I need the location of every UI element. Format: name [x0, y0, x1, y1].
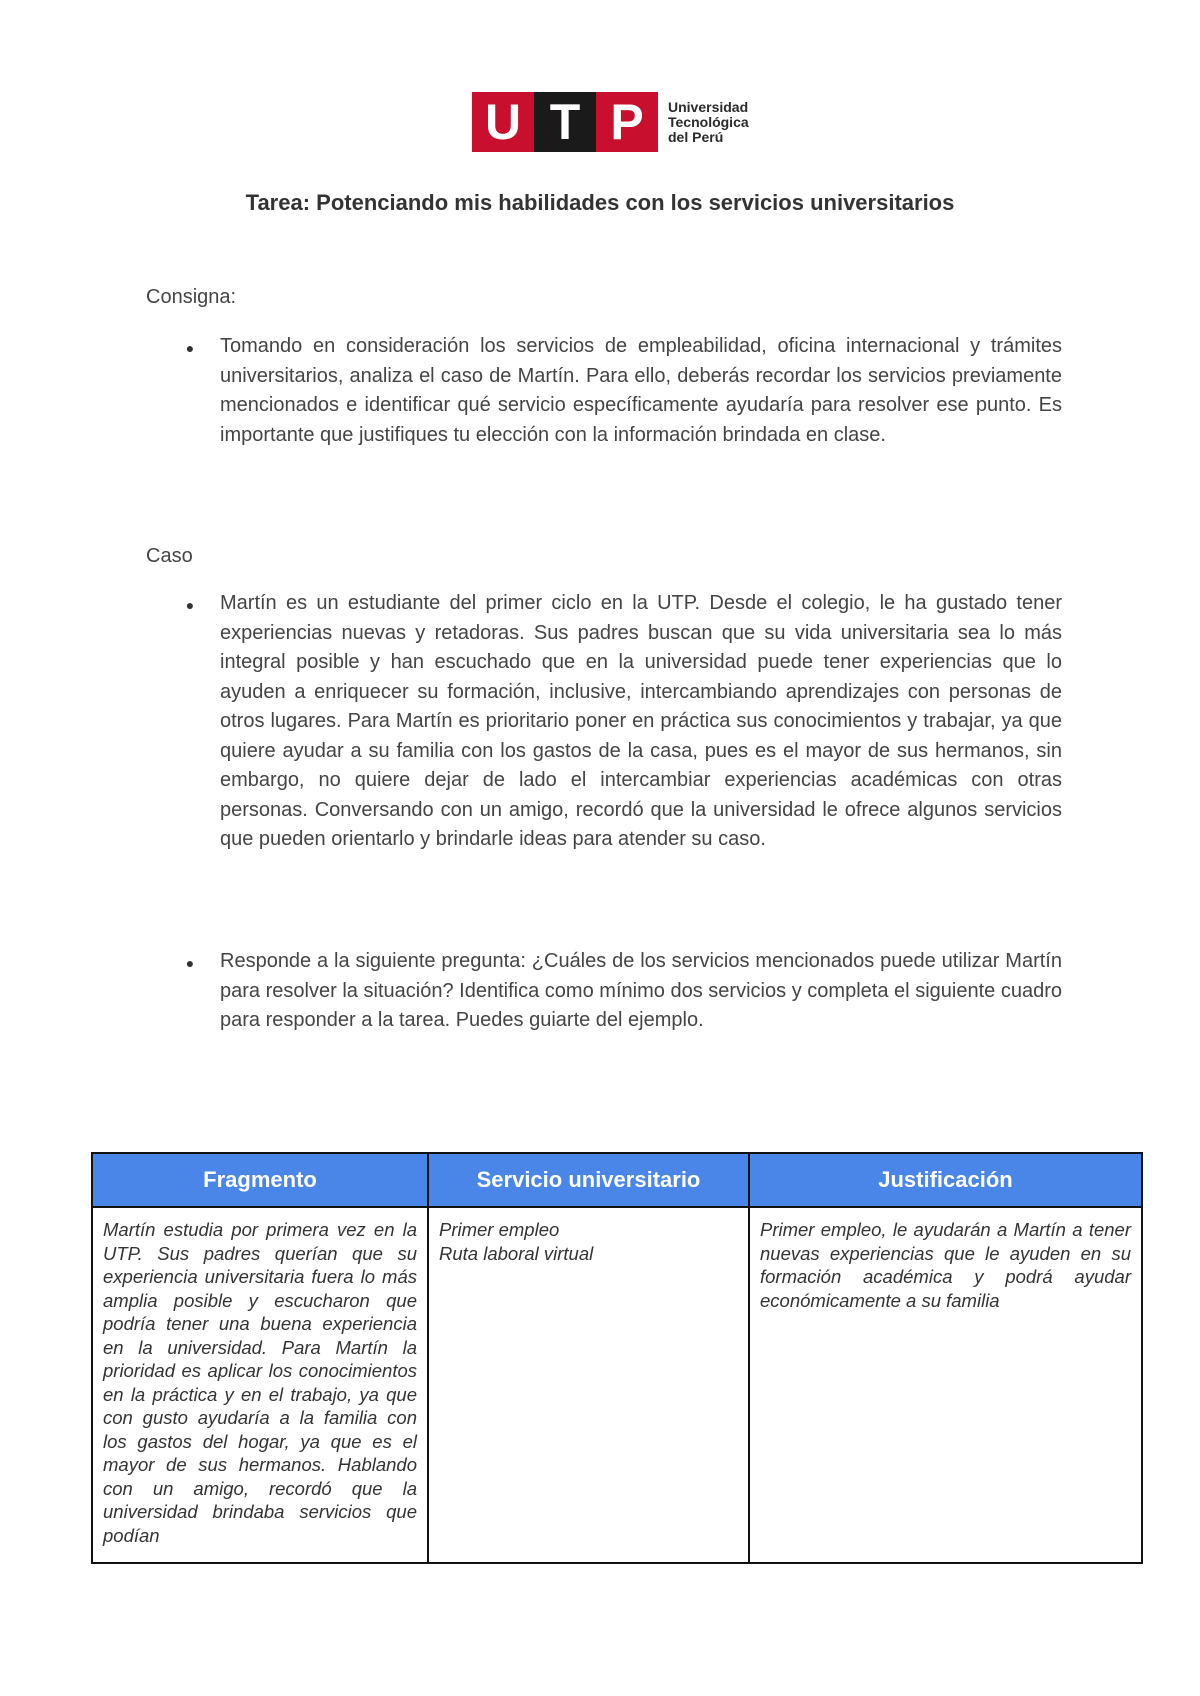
- logo-text-line: del Perú: [668, 128, 724, 145]
- cell-justificacion: Primer empleo, le ayudarán a Martín a tener nuevas experiencias que le ayuden en su formación académica y podrá ayudar económicamente a su familia: [749, 1207, 1142, 1563]
- cell-fragmento: Martín estudia por primera vez en la UTP. Sus padres querían que su experiencia universitaria fuera lo más amplia posible y escucharon que podría tener una buena experiencia en la universidad. Para Martín la prioridad es aplicar los conocimientos en la práctica y en el trabajo, ya que con gusto ayudaría a la familia con los gastos del hogar, ya que es el mayor de sus hermanos. Hablando con un amigo, recordó que la universidad brindaba servicios que podían: [92, 1207, 428, 1563]
- services-table: [91, 1152, 1143, 1564]
- bullet-icon: ●: [185, 340, 195, 356]
- table-row: [92, 1207, 1142, 1563]
- logo-letter-t: T: [534, 92, 596, 152]
- logo-text-line: Tecnológica: [668, 113, 749, 130]
- bullet-icon: ●: [185, 955, 195, 971]
- table-header-row: [92, 1153, 1142, 1207]
- bullet-icon: ●: [185, 597, 195, 613]
- logo-letter-p: P: [596, 92, 658, 152]
- caso-label: Caso: [146, 545, 193, 567]
- utp-logo: [472, 92, 749, 152]
- logo-letter-u: U: [472, 92, 534, 152]
- servicio-item: Ruta laboral virtual: [439, 1242, 594, 1264]
- cell-servicio: [428, 1207, 749, 1563]
- consigna-label: Consigna:: [146, 286, 237, 308]
- header-fragmento: Fragmento: [92, 1153, 428, 1207]
- logo-text-line: Universidad: [668, 98, 749, 115]
- header-servicio: Servicio universitario: [428, 1153, 749, 1207]
- logo-text: [668, 100, 749, 145]
- page-title: Tarea: Potenciando mis habilidades con los servicios universitarios: [245, 190, 955, 215]
- pregunta-paragraph: Responde a la siguiente pregunta: ¿Cuáles de los servicios mencionados puede utilizar Martín para resolver la situación? Identifica como mínimo dos servicios y completa el siguiente cuadro para responder a la tarea. Puedes guiarte del ejemplo.: [220, 950, 1062, 1031]
- servicio-item: Primer empleo: [439, 1219, 560, 1240]
- caso-paragraph: Martín es un estudiante del primer ciclo en la UTP. Desde el colegio, le ha gustado tener experiencias nuevas y retadoras. Sus padres buscan que su vida universitaria sea lo más integral posible y han escuchado que en la universidad puede tener experiencias que lo ayuden a enriquecer su formación, inclusive, intercambiando aprendizajes con personas de otros lugares. Para Martín es prioritario poner en práctica sus conocimientos y trabajar, ya que quiere ayudar a su familia con los gastos de la casa, pues es el mayor de sus hermanos, sin embargo, no quiere dejar de lado el intercambiar experiencias académicas con otras personas. Conversando con un amigo, recordó que la universidad le ofrece algunos servicios que pueden orientarlo y brindarle ideas para atender su caso.: [220, 592, 1062, 850]
- header-justificacion: Justificación: [749, 1153, 1142, 1207]
- consigna-paragraph: Tomando en consideración los servicios de empleabilidad, oficina internacional y trámites universitarios, analiza el caso de Martín. Para ello, deberás recordar los servicios previamente mencionados e identificar qué servicio específicamente ayudaría para resolver ese punto. Es importante que justifiques tu elección con la información brindada en clase.: [220, 335, 1062, 446]
